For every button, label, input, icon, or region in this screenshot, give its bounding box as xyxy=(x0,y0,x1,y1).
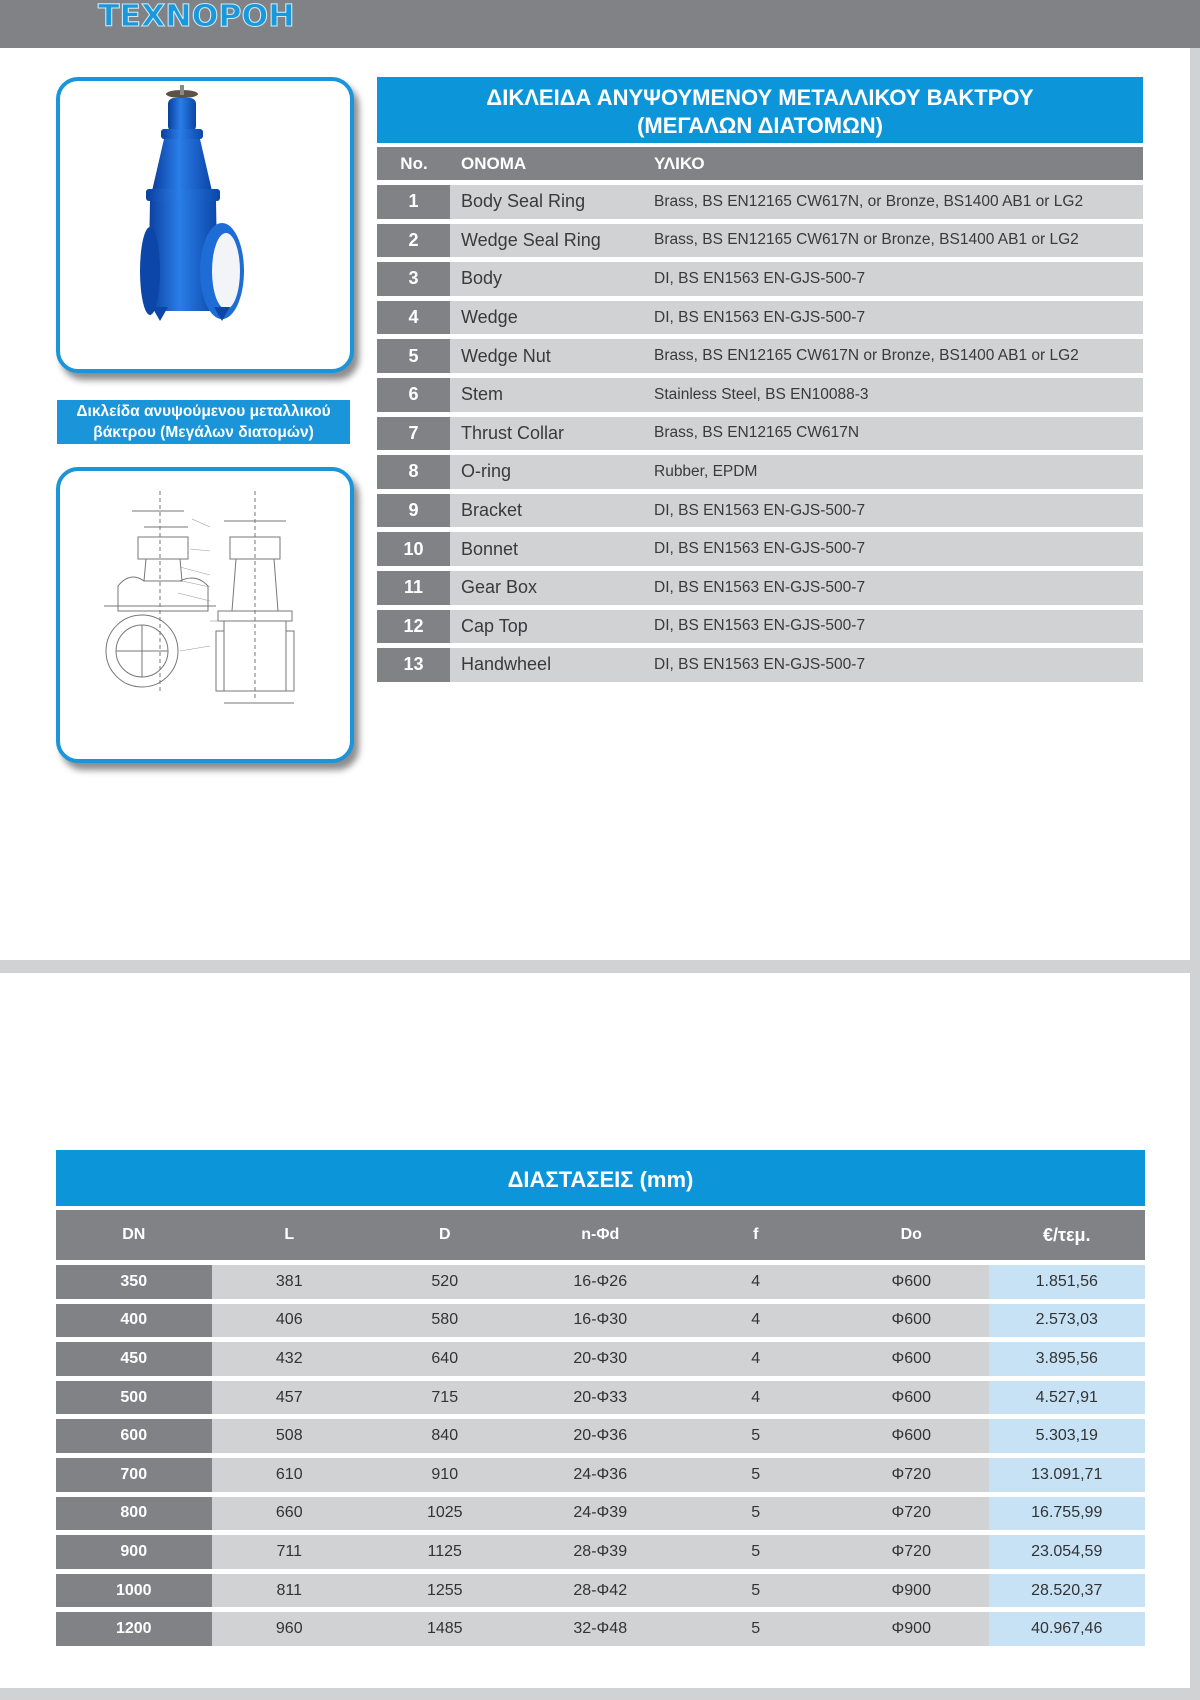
cell-do: Φ600 xyxy=(891,1388,931,1406)
cell-diameter-d: 715 xyxy=(431,1388,459,1406)
cell-bolt-holes: 20-Φ33 xyxy=(573,1388,628,1406)
cell-length-l: 660 xyxy=(275,1504,303,1522)
cell-price: 4.527,91 xyxy=(989,1381,1145,1415)
cell-bolt-holes: 28-Φ42 xyxy=(573,1581,628,1599)
cell-diameter-d: 1255 xyxy=(426,1581,463,1599)
cell-diameter-d: 1025 xyxy=(426,1504,463,1522)
dimensions-table-row xyxy=(56,1381,1145,1415)
dimensions-table-row xyxy=(56,1497,1145,1531)
cell-bolt-holes: 24-Φ39 xyxy=(573,1504,628,1522)
dimensions-table-row xyxy=(56,1304,1145,1338)
parts-table xyxy=(377,77,1143,682)
product-caption: Δικλείδα ανυψούμενου μεταλλικού βάκτρου (Μεγάλων διατομών) xyxy=(57,400,350,444)
cell-dn: 450 xyxy=(56,1342,212,1376)
parts-table-row xyxy=(377,185,1143,219)
cell-do: Φ720 xyxy=(891,1465,931,1483)
dimensions-table xyxy=(56,1150,1145,1646)
part-material: DI, BS EN1563 EN-GJS-500-7 xyxy=(654,578,866,596)
part-material: Brass, BS EN12165 CW617N or Bronze, BS1400 AB1 or LG2 xyxy=(654,231,1079,249)
column-header-no: No. xyxy=(400,153,428,173)
cell-bolt-holes: 16-Φ26 xyxy=(573,1272,628,1290)
cell-price: 2.573,03 xyxy=(989,1304,1145,1338)
cell-diameter-d: 640 xyxy=(431,1349,459,1367)
dimensions-table-row xyxy=(56,1419,1145,1453)
column-header-f: f xyxy=(753,1226,759,1243)
column-header-d: D xyxy=(438,1226,451,1243)
cell-dn: 500 xyxy=(56,1381,212,1415)
column-header-dn: DN xyxy=(122,1226,146,1243)
part-material: DI, BS EN1563 EN-GJS-500-7 xyxy=(654,540,866,558)
part-number: 1 xyxy=(377,185,450,219)
cell-do: Φ720 xyxy=(891,1504,931,1522)
column-header-name: ΟΝΟΜΑ xyxy=(461,153,527,173)
dimensions-table-row xyxy=(56,1574,1145,1608)
column-header-l: L xyxy=(284,1226,295,1243)
cell-price: 16.755,99 xyxy=(989,1497,1145,1531)
cell-do: Φ900 xyxy=(891,1620,931,1638)
parts-table-row xyxy=(377,262,1143,296)
cell-flange-f: 5 xyxy=(751,1465,761,1483)
part-material: DI, BS EN1563 EN-GJS-500-7 xyxy=(654,617,866,635)
gate-valve-photo-icon xyxy=(60,81,350,369)
dimensions-table-row xyxy=(56,1342,1145,1376)
part-number: 4 xyxy=(377,301,450,335)
cell-price: 5.303,19 xyxy=(989,1419,1145,1453)
cell-flange-f: 4 xyxy=(751,1311,761,1329)
cell-flange-f: 5 xyxy=(751,1542,761,1560)
dimensions-table-row xyxy=(56,1265,1145,1299)
cell-dn: 600 xyxy=(56,1419,212,1453)
parts-table-row xyxy=(377,571,1143,605)
dimensions-table-row xyxy=(56,1612,1145,1646)
parts-table-row xyxy=(377,494,1143,528)
part-number: 5 xyxy=(377,339,450,373)
part-name: Wedge Seal Ring xyxy=(461,229,601,250)
parts-table-row xyxy=(377,339,1143,373)
part-material: Rubber, EPDM xyxy=(654,462,758,480)
cell-diameter-d: 910 xyxy=(431,1465,459,1483)
cell-price: 3.895,56 xyxy=(989,1342,1145,1376)
cell-price: 23.054,59 xyxy=(989,1535,1145,1569)
cell-bolt-holes: 20-Φ30 xyxy=(573,1349,628,1367)
part-name: Body xyxy=(461,268,503,289)
cell-diameter-d: 520 xyxy=(431,1272,459,1290)
part-material: DI, BS EN1563 EN-GJS-500-7 xyxy=(654,308,866,326)
part-number: 11 xyxy=(377,571,450,605)
gate-valve-technical-drawing-icon xyxy=(60,471,350,759)
cell-do: Φ900 xyxy=(891,1581,931,1599)
cell-bolt-holes: 20-Φ36 xyxy=(573,1427,628,1445)
parts-table-row xyxy=(377,648,1143,682)
cell-bolt-holes: 28-Φ39 xyxy=(573,1542,628,1560)
product-photo-frame xyxy=(56,77,354,373)
cell-price: 13.091,71 xyxy=(989,1458,1145,1492)
part-material: DI, BS EN1563 EN-GJS-500-7 xyxy=(654,655,866,673)
part-number: 6 xyxy=(377,378,450,412)
cell-length-l: 508 xyxy=(275,1427,303,1445)
cell-flange-f: 4 xyxy=(751,1388,761,1406)
dimensions-table-row xyxy=(56,1535,1145,1569)
technical-drawing-frame xyxy=(56,467,354,763)
cell-dn: 800 xyxy=(56,1497,212,1531)
cell-flange-f: 5 xyxy=(751,1581,761,1599)
cell-flange-f: 5 xyxy=(751,1427,761,1445)
column-header-n-phi-d: n-Φd xyxy=(581,1226,620,1243)
parts-title-line-2: (ΜΕΓΑΛΩΝ ΔΙΑΤΟΜΩΝ) xyxy=(637,113,883,138)
part-number: 3 xyxy=(377,262,450,296)
dimensions-table-header xyxy=(56,1210,1145,1260)
parts-table-row xyxy=(377,301,1143,335)
cell-dn: 400 xyxy=(56,1304,212,1338)
dimensions-table-row xyxy=(56,1458,1145,1492)
cell-flange-f: 4 xyxy=(751,1272,761,1290)
part-material: DI, BS EN1563 EN-GJS-500-7 xyxy=(654,269,866,287)
column-header-material: ΥΛΙΚΟ xyxy=(654,153,705,173)
part-name: Wedge Nut xyxy=(461,345,551,366)
part-name: O-ring xyxy=(461,461,512,482)
column-header-price: €/τεμ. xyxy=(1042,1224,1091,1245)
part-name: Bracket xyxy=(461,500,523,521)
part-name: Stem xyxy=(461,384,504,405)
cell-dn: 900 xyxy=(56,1535,212,1569)
part-number: 10 xyxy=(377,532,450,566)
column-header-do: Do xyxy=(900,1226,922,1243)
cell-do: Φ600 xyxy=(891,1427,931,1445)
parts-table-row xyxy=(377,610,1143,644)
part-material: DI, BS EN1563 EN-GJS-500-7 xyxy=(654,501,866,519)
cell-dn: 350 xyxy=(56,1265,212,1299)
part-number: 7 xyxy=(377,417,450,451)
cell-length-l: 711 xyxy=(276,1542,302,1560)
cell-flange-f: 4 xyxy=(751,1349,761,1367)
top-bar xyxy=(0,0,1200,48)
cell-flange-f: 5 xyxy=(751,1620,761,1638)
part-number: 12 xyxy=(377,610,450,644)
part-name: Thrust Collar xyxy=(461,422,565,443)
parts-table-row xyxy=(377,417,1143,451)
cell-price: 40.967,46 xyxy=(989,1612,1145,1646)
part-material: Stainless Steel, BS EN10088-3 xyxy=(654,385,869,403)
cell-dn: 700 xyxy=(56,1458,212,1492)
part-material: Brass, BS EN12165 CW617N or Bronze, BS1400 AB1 or LG2 xyxy=(654,347,1079,365)
cell-diameter-d: 1125 xyxy=(427,1542,462,1560)
parts-table-row xyxy=(377,224,1143,258)
parts-title-line-1: ΔΙΚΛΕΙΔΑ ΑΝΥΨΟΥΜΕΝΟΥ ΜΕΤΑΛΛΙΚΟΥ ΒΑΚΤΡΟΥ xyxy=(486,85,1034,110)
part-name: Cap Top xyxy=(461,615,528,636)
cell-dn: 1200 xyxy=(56,1612,212,1646)
cell-dn: 1000 xyxy=(56,1574,212,1608)
dimensions-table-title: ΔΙΑΣΤΑΣΕΙΣ (mm) xyxy=(56,1150,1145,1206)
part-name: Wedge xyxy=(461,307,518,328)
cell-length-l: 406 xyxy=(275,1311,303,1329)
cell-price: 1.851,56 xyxy=(989,1265,1145,1299)
cell-length-l: 610 xyxy=(275,1465,303,1483)
part-material: Brass, BS EN12165 CW617N xyxy=(654,424,860,442)
part-material: Brass, BS EN12165 CW617N, or Bronze, BS1400 AB1 or LG2 xyxy=(654,192,1084,210)
cell-do: Φ600 xyxy=(891,1311,931,1329)
cell-length-l: 811 xyxy=(276,1581,302,1599)
part-number: 8 xyxy=(377,455,450,489)
cell-do: Φ600 xyxy=(891,1272,931,1290)
cell-flange-f: 5 xyxy=(751,1504,761,1522)
cell-price: 28.520,37 xyxy=(989,1574,1145,1608)
cell-diameter-d: 580 xyxy=(431,1311,459,1329)
parts-table-row xyxy=(377,378,1143,412)
parts-table-row xyxy=(377,532,1143,566)
cell-length-l: 432 xyxy=(275,1349,303,1367)
part-name: Gear Box xyxy=(461,577,538,598)
parts-table-row xyxy=(377,455,1143,489)
part-name: Bonnet xyxy=(461,538,519,559)
cell-diameter-d: 840 xyxy=(431,1427,459,1445)
cell-length-l: 960 xyxy=(275,1620,303,1638)
cell-length-l: 381 xyxy=(275,1272,303,1290)
cell-do: Φ720 xyxy=(891,1542,931,1560)
part-name: Handwheel xyxy=(461,654,552,675)
parts-table-title xyxy=(377,77,1143,143)
cell-diameter-d: 1485 xyxy=(426,1620,463,1638)
part-number: 13 xyxy=(377,648,450,682)
part-name: Body Seal Ring xyxy=(461,191,586,212)
cell-length-l: 457 xyxy=(275,1388,303,1406)
cell-do: Φ600 xyxy=(891,1349,931,1367)
part-number: 2 xyxy=(377,224,450,258)
parts-table-header xyxy=(377,147,1143,180)
cell-bolt-holes: 24-Φ36 xyxy=(573,1465,628,1483)
cell-bolt-holes: 32-Φ48 xyxy=(573,1620,628,1638)
part-number: 9 xyxy=(377,494,450,528)
cell-bolt-holes: 16-Φ30 xyxy=(573,1311,628,1329)
brand-logo: ΤΕΧΝΟΡΟΗ xyxy=(98,0,295,34)
